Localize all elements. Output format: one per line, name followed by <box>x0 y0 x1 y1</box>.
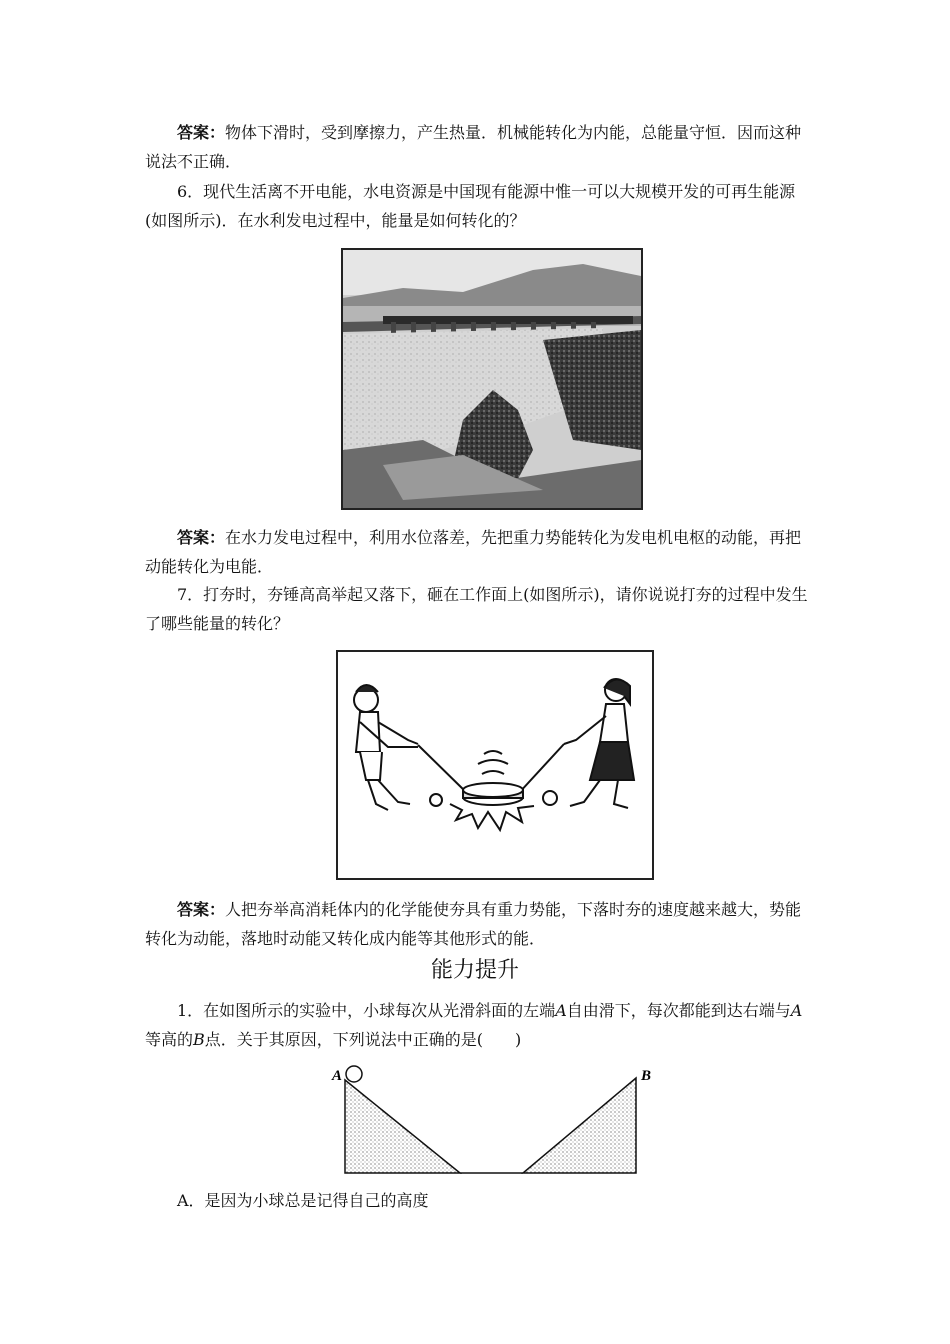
q1-var-a: A <box>555 1001 567 1020</box>
label-a: A <box>332 1068 343 1084</box>
q1-var-a2: A <box>790 1001 803 1020</box>
dam-photo <box>341 248 643 510</box>
left-slope <box>345 1080 460 1173</box>
right-slope <box>523 1078 636 1173</box>
answer-label: 答案： <box>177 900 226 919</box>
option-a: A．是因为小球总是记得自己的高度 <box>177 1191 429 1210</box>
question-1 <box>145 996 810 1054</box>
dam-photo-image <box>343 250 641 508</box>
q1-text-2: 自由滑下，每次都能到达右端与 <box>566 1001 791 1020</box>
ball <box>346 1066 362 1082</box>
q1-text-3: 等高的 <box>145 1030 194 1049</box>
answer-text: 人把夯举高消耗体内的化学能使夯具有重力势能，下落时夯的速度越来越大，势能转化为动能，落地时动能又转化成内能等其他形式的能． <box>145 900 802 948</box>
answer-label: 答案： <box>177 528 226 547</box>
answer-label: 答案： <box>177 123 226 142</box>
q1-text-4: 点．关于其原因，下列说法中正确的是( ) <box>204 1030 522 1049</box>
label-b: B <box>641 1068 652 1084</box>
answer-text: 在水力发电过程中，利用水位落差，先把重力势能转化为发电机电枢的动能，再把动能转化为电能． <box>145 528 802 576</box>
answer-text: 物体下滑时，受到摩擦力，产生热量．机械能转化为内能，总能量守恒．因而这种说法不正确． <box>145 123 802 171</box>
q1-text-1: 1．在如图所示的实验中，小球每次从光滑斜面的左端 <box>177 1001 556 1020</box>
slope-diagram-image <box>330 1063 660 1178</box>
slope-diagram <box>330 1063 660 1178</box>
answer-5 <box>145 118 810 176</box>
tamping-illustration <box>336 650 654 880</box>
section-title: 能力提升 <box>430 958 519 983</box>
question-6: 6．现代生活离不开电能，水电资源是中国现有能源中惟一可以大规模开发的可再生能源(如图所示)．在水利发电过程中，能量是如何转化的？ <box>145 182 796 230</box>
answer-7 <box>145 895 810 953</box>
answer-6 <box>145 523 810 581</box>
question-7: 7．打夯时，夯锤高高举起又落下，砸在工作面上(如图所示)，请你说说打夯的过程中发生了哪些能量的转化？ <box>145 585 808 633</box>
q1-var-b: B <box>193 1030 205 1049</box>
tamping-illustration-image <box>338 652 652 878</box>
